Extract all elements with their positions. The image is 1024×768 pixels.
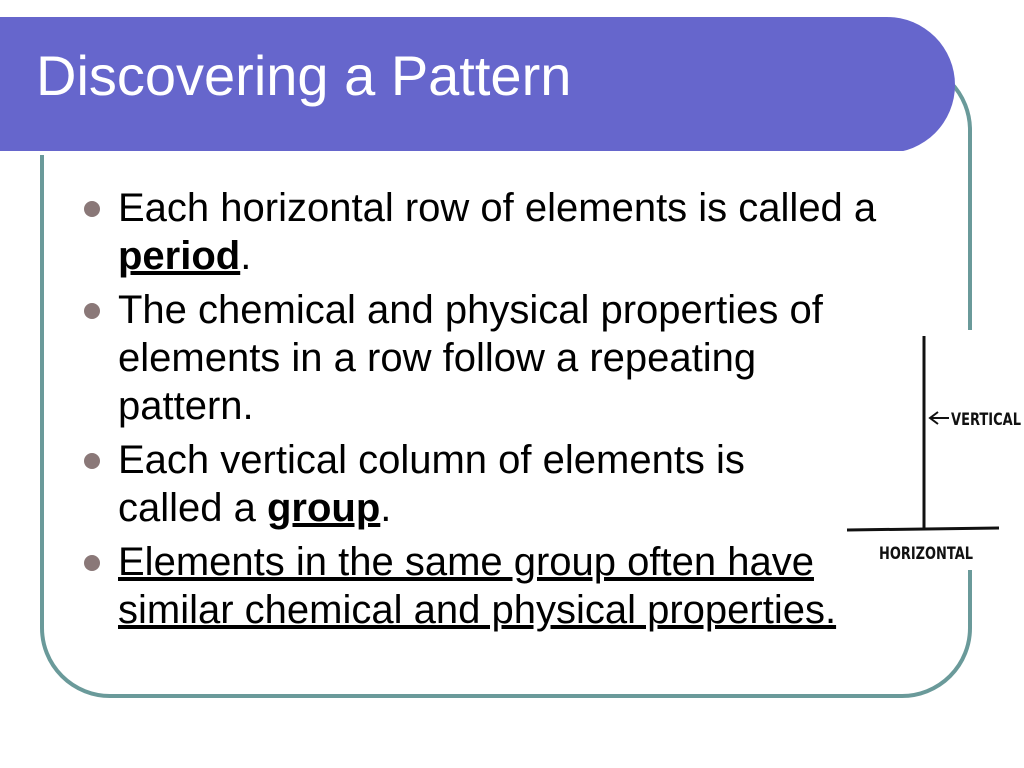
bullet-text-end: . bbox=[240, 234, 252, 278]
term-group: group bbox=[266, 486, 381, 530]
horizontal-line bbox=[847, 528, 999, 530]
bullet-text: Each horizontal row of elements is called a bbox=[118, 186, 877, 230]
bullet-dot-icon bbox=[84, 303, 100, 319]
bullet-text: Each vertical column of elements is called a bbox=[118, 438, 745, 530]
bullet-dot-icon bbox=[84, 453, 100, 469]
bullet-text: The chemical and physical properties of elements in a row follow a repeating pattern. bbox=[118, 288, 823, 428]
horizontal-label: HORIZONTAL bbox=[879, 544, 974, 564]
bullet-dot-icon bbox=[84, 555, 100, 571]
bullet-item bbox=[84, 436, 924, 532]
bullet-text: Elements in the same group often have similar chemical and physical properties. bbox=[118, 540, 837, 632]
bullet-list bbox=[84, 184, 924, 640]
title-underline-rule bbox=[0, 151, 905, 155]
bullet-item bbox=[84, 286, 924, 430]
slide-title: Discovering a Pattern bbox=[36, 44, 572, 107]
term-period: period bbox=[118, 234, 241, 278]
bullet-dot-icon bbox=[84, 201, 100, 217]
bullet-text-end: . bbox=[380, 486, 392, 530]
bullet-item bbox=[84, 538, 924, 634]
bullet-item bbox=[84, 184, 924, 280]
vertical-label: VERTICAL bbox=[951, 410, 1022, 430]
orientation-diagram bbox=[845, 330, 1024, 570]
orientation-diagram-svg bbox=[845, 330, 1024, 570]
